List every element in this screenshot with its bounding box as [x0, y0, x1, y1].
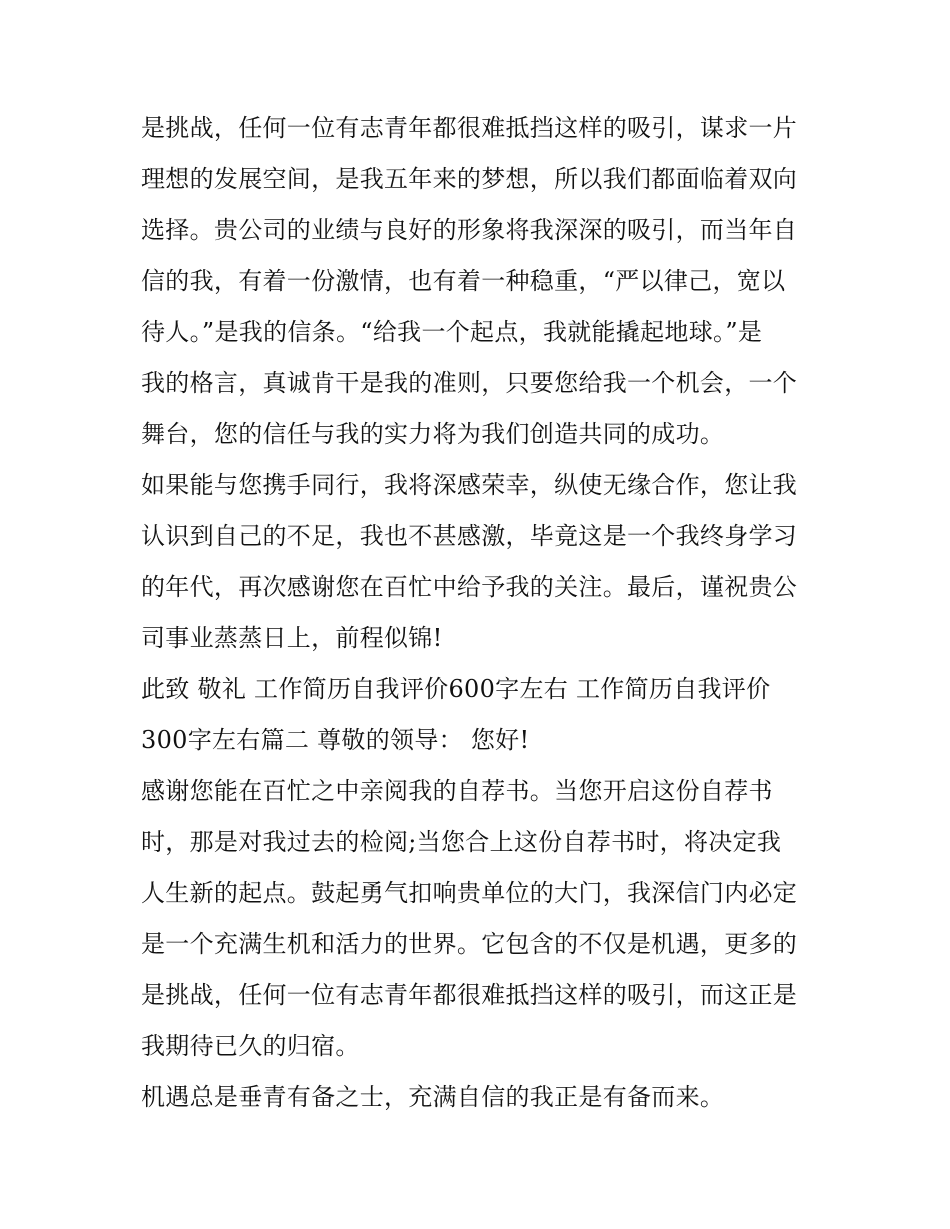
paragraph-4	[141, 766, 811, 1072]
text-line: 舞台，您的信任与我的实力将为我们创造共同的成功。	[141, 420, 725, 448]
paragraph-1	[141, 103, 811, 460]
paragraph-5	[141, 1072, 811, 1123]
text-line: 待人。”是我的信条。“给我一个起点，我就能撬起地球。”是	[141, 318, 763, 346]
text-line: 感谢您能在百忙之中亲阅我的自荐书。当您开启这份自荐书	[141, 777, 773, 805]
document-body	[141, 103, 811, 1123]
text-line: 如果能与您携手同行，我将深感荣幸，纵使无缘合作，您让我	[141, 471, 798, 499]
text-line: 此致 敬礼 工作简历自我评价600字左右 工作简历自我评价	[141, 675, 771, 703]
text-line: 机遇总是垂青有备之士，充满自信的我正是有备而来。	[141, 1083, 725, 1111]
text-line: 是一个充满生机和活力的世界。它包含的不仅是机遇，更多的	[141, 930, 798, 958]
text-line: 理想的发展空间，是我五年来的梦想，所以我们都面临着双向	[141, 165, 798, 193]
paragraph-2	[141, 460, 811, 664]
text-line: 司事业蒸蒸日上，前程似锦!	[141, 624, 443, 652]
text-line: 300字左右篇二 尊敬的领导： 您好!	[141, 726, 530, 754]
text-line: 人生新的起点。鼓起勇气扣响贵单位的大门，我深信门内必定	[141, 879, 798, 907]
text-line: 的年代，再次感谢您在百忙中给予我的关注。最后，谨祝贵公	[141, 573, 798, 601]
text-line: 选择。贵公司的业绩与良好的形象将我深深的吸引，而当年自	[141, 216, 798, 244]
text-line: 信的我，有着一份激情，也有着一种稳重，“严以律己，宽以	[141, 267, 786, 295]
text-line: 时，那是对我过去的检阅;当您合上这份自荐书时，将决定我	[141, 828, 782, 856]
text-line: 我的格言，真诚肯干是我的准则，只要您给我一个机会，一个	[141, 369, 798, 397]
text-line: 是挑战，任何一位有志青年都很难抵挡这样的吸引，谋求一片	[141, 114, 798, 142]
paragraph-3	[141, 664, 811, 766]
text-line: 我期待已久的归宿。	[141, 1032, 360, 1060]
text-line: 认识到自己的不足，我也不甚感激，毕竟这是一个我终身学习	[141, 522, 798, 550]
text-line: 是挑战，任何一位有志青年都很难抵挡这样的吸引，而这正是	[141, 981, 798, 1009]
